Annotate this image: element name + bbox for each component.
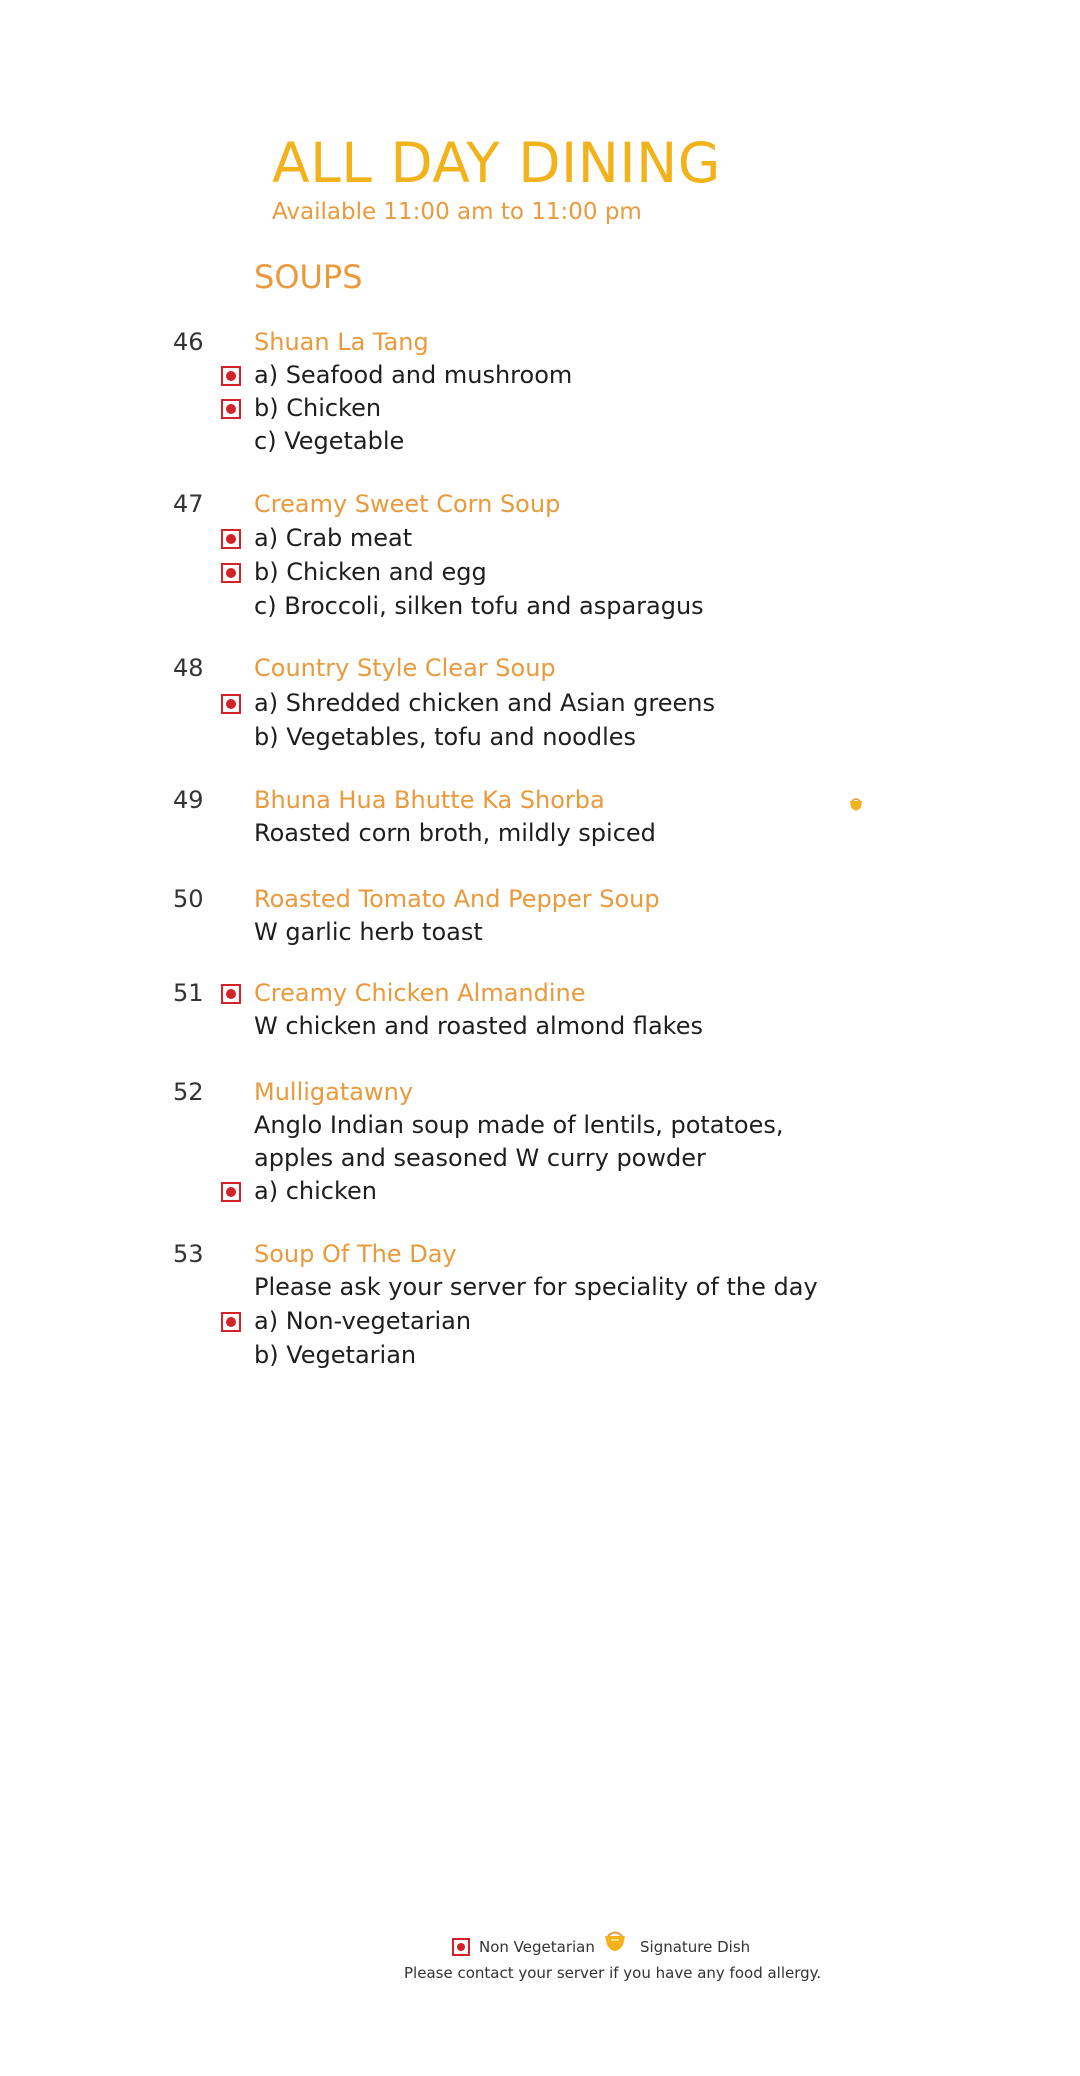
dish-description: W chicken and roasted almond flakes [254, 1012, 703, 1040]
dish-number: 52 [173, 1078, 204, 1106]
dish-option: c) Vegetable [254, 427, 405, 455]
legend-signature-label: Signature Dish [640, 1938, 751, 1956]
page-title: ALL DAY DINING [272, 131, 721, 195]
legend-non-veg-label: Non Vegetarian [479, 1938, 595, 1956]
non-veg-icon [221, 984, 241, 1004]
dish-title: Creamy Sweet Corn Soup [254, 490, 561, 518]
availability-text: Available 11:00 am to 11:00 pm [272, 199, 642, 225]
dish-option: a) Non-vegetarian [254, 1307, 472, 1335]
non-veg-icon [221, 529, 241, 549]
dish-option: c) Broccoli, silken tofu and asparagus [254, 592, 704, 620]
non-veg-icon [221, 399, 241, 419]
dish-number: 51 [173, 979, 204, 1007]
dish-option: a) chicken [254, 1177, 377, 1205]
dish-number: 46 [173, 328, 204, 356]
dish-description: Roasted corn broth, mildly spiced [254, 819, 656, 847]
dish-option: a) Crab meat [254, 524, 413, 552]
non-veg-icon [221, 563, 241, 583]
dish-number: 47 [173, 490, 204, 518]
non-veg-icon [221, 694, 241, 714]
dish-number: 50 [173, 885, 204, 913]
non-veg-icon [221, 1182, 241, 1202]
legend-non-veg-icon [452, 1938, 470, 1956]
dish-description: W garlic herb toast [254, 918, 483, 946]
dish-number: 48 [173, 654, 204, 682]
allergy-note: Please contact your server if you have any food allergy. [404, 1964, 822, 1982]
dish-option: a) Shredded chicken and Asian greens [254, 689, 716, 717]
signature-dish-icon [849, 797, 863, 815]
dish-title: Country Style Clear Soup [254, 654, 556, 682]
dish-option: b) Vegetables, tofu and noodles [254, 723, 637, 751]
section-heading-soups: SOUPS [254, 258, 363, 296]
dish-title: Shuan La Tang [254, 328, 429, 356]
dish-option: b) Chicken and egg [254, 558, 487, 586]
dish-number: 53 [173, 1240, 204, 1268]
dish-option: b) Vegetarian [254, 1341, 417, 1369]
dish-option: b) Chicken [254, 394, 382, 422]
dish-title: Bhuna Hua Bhutte Ka Shorba [254, 786, 605, 814]
dish-title: Mulligatawny [254, 1078, 414, 1106]
dish-description: apples and seasoned W curry powder [254, 1144, 706, 1172]
dish-title: Soup Of The Day [254, 1240, 457, 1268]
dish-title: Roasted Tomato And Pepper Soup [254, 885, 660, 913]
dish-option: a) Seafood and mushroom [254, 361, 573, 389]
dish-title: Creamy Chicken Almandine [254, 979, 586, 1007]
dish-description: Anglo Indian soup made of lentils, potatoes, [254, 1111, 784, 1139]
non-veg-icon [221, 366, 241, 386]
dish-number: 49 [173, 786, 204, 814]
legend-signature-dish-icon [603, 1928, 627, 1958]
dish-description: Please ask your server for speciality of the day [254, 1273, 818, 1301]
non-veg-icon [221, 1312, 241, 1332]
